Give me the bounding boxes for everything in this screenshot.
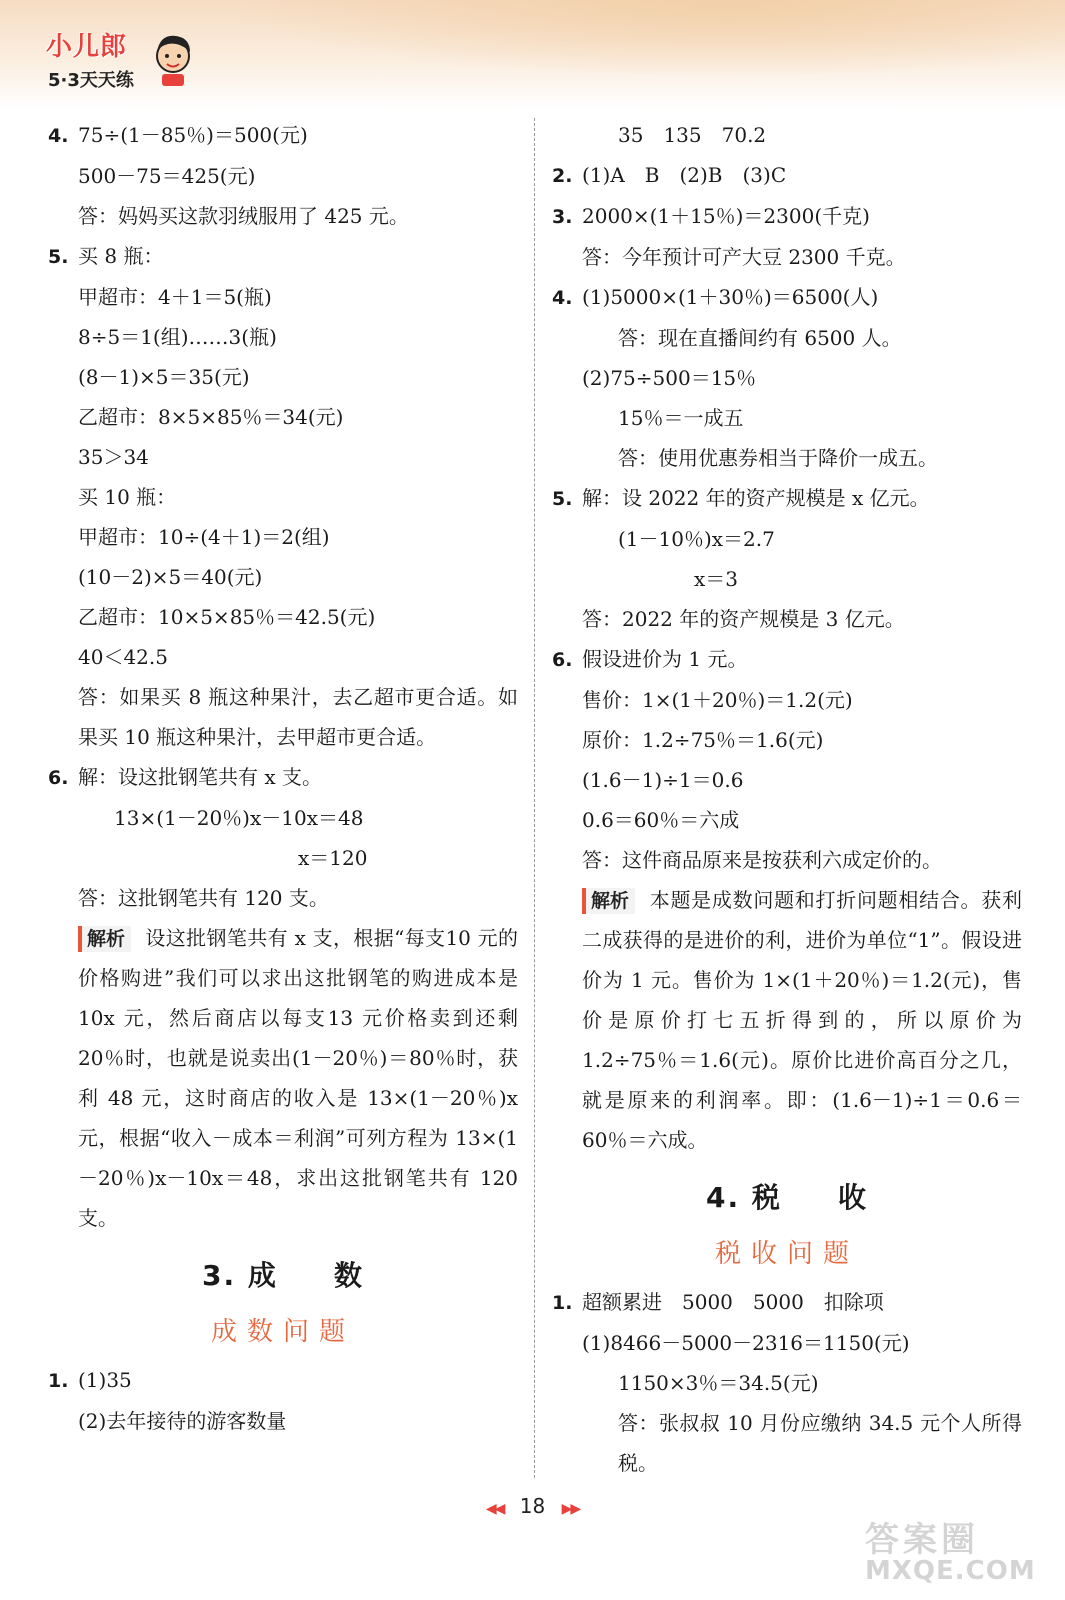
answer-line: 买 8 瓶： [78,244,164,268]
section-subtitle: 税收问题 [714,1239,859,1269]
watermark [865,1512,1035,1592]
analysis-text: 本题是成数问题和打折问题相结合。获利二成获得的是进价的利，进价为单位“1”。假设进价为 1 元。售价为 1×(1＋20％)＝1.2(元)，售价是原价打七五折得到的，所以原价为 1.2÷75％＝1.6(元)。原价比进价高百分之几，就是原来的利润率。即：(1.6－1)÷1＝0.6＝60％＝六成。 [582,888,1022,1152]
answer-line: 解：设 2022 年的资产规模是 x 亿元。 [582,486,930,510]
question-6 [48,757,518,798]
answer-line: (2)75÷500＝15％ [582,366,757,390]
answer-line: 乙超市：10×5×85％＝42.5(元) [78,605,376,629]
question-number: 1. [552,1292,573,1314]
question-6 [552,639,1022,680]
answer-line: 2000×(1＋15％)＝2300(千克) [582,204,870,228]
answer-line: (1)A B (2)B (3)C [582,163,787,187]
answer-line: (1.6－1)÷1＝0.6 [582,768,744,792]
question-1 [552,1282,1022,1323]
analysis-text: 设这批钢笔共有 x 支，根据“每支10 元的价格购进”我们可以求出这批钢笔的购进成本是 10x 元，然后商店以每支13 元价格卖到还剩 20％时，也就是说卖出(1－20％)＝80％时，获利 48 元，这时商店的收入是 13×(1－20％)x 元，根据“收入－成本＝利润”可列方程为 13×(1－20％)x－10x＝48，求出这批钢笔共有 120 支。 [78,926,518,1230]
question-1 [48,1360,518,1401]
question-5 [48,236,518,277]
answer-line: 40＜42.5 [78,645,168,669]
section-subtitle: 成数问题 [210,1317,355,1347]
question-number: 6. [48,767,69,789]
analysis-tag: 解析 [78,926,131,952]
answer-line: 甲超市：4＋1＝5(瓶) [78,285,272,309]
answer-line: 答：这批钢笔共有 120 支。 [78,886,329,910]
mascot-icon [150,30,196,88]
equation-line: 13×(1－20％)x－10x＝48 [114,806,364,830]
question-number: 5. [552,488,573,510]
section-title: 3. 成 数 [202,1259,364,1292]
question-number: 2. [552,165,573,187]
answer-line: 35＞34 [78,445,149,469]
question-number: 4. [48,125,69,147]
analysis-block [48,918,518,1238]
answer-line: (1)35 [78,1368,132,1392]
question-number: 1. [48,1370,69,1392]
answer-line: (2)去年接待的游客数量 [78,1409,287,1433]
question-5 [552,478,1022,519]
question-number: 3. [552,206,573,228]
answer-line: 75÷(1－85％)＝500(元) [78,123,308,147]
answer-line: 甲超市：10÷(4＋1)＝2(组) [78,525,330,549]
answer-line: 答：现在直播间约有 6500 人。 [618,326,902,350]
answer-line: 0.6＝60％＝六成 [582,808,740,832]
column-divider [534,118,535,1478]
left-column [48,115,518,1441]
answer-line: (1)5000×(1＋30％)＝6500(人) [582,285,879,309]
question-number: 5. [48,246,69,268]
question-number: 6. [552,649,573,671]
equation-line: x＝3 [694,567,739,591]
answer-line: 35 135 70.2 [618,123,767,147]
answer-line: 乙超市：8×5×85％＝34(元) [78,405,344,429]
watermark-title: 答案圈 [865,1520,979,1560]
next-page-arrow-icon: ▶▶ [561,1501,580,1517]
answer-line: (10－2)×5＝40(元) [78,565,263,589]
answer-line: 答：2022 年的资产规模是 3 亿元。 [582,607,905,631]
page-number: 18 [519,1494,546,1518]
answer-line: 买 10 瓶： [78,485,177,509]
question-number: 4. [552,287,573,309]
answer-line: 假设进价为 1 元。 [582,647,748,671]
answer-line: 答：这件商品原来是按获利六成定价的。 [582,848,942,872]
prev-page-arrow-icon: ◀◀ [485,1501,504,1517]
answer-line: 答：使用优惠券相当于降价一成五。 [618,446,938,470]
answer-paragraph: 答：如果买 8 瓶这种果汁，去乙超市更合适。如果买 10 瓶这种果汁，去甲超市更合适。 [78,685,518,749]
logo-subtitle: 5·3天天练 [48,70,134,91]
answer-line: (8－1)×5＝35(元) [78,365,250,389]
watermark-url: MXQE.COM [865,1556,1036,1586]
analysis-tag: 解析 [582,888,635,914]
answer-paragraph: 答：张叔叔 10 月份应缴纳 34.5 元个人所得税。 [618,1411,1022,1475]
analysis-block [552,880,1022,1160]
question-3 [552,196,1022,237]
answer-line: 答：今年预计可产大豆 2300 千克。 [582,245,906,269]
equation-line: x＝120 [298,846,368,870]
answer-line: (1)8466－5000－2316＝1150(元) [582,1331,910,1355]
section-title: 4. 税 收 [706,1181,868,1214]
logo-title: 小儿郎 [46,32,128,62]
answer-line: 解：设这批钢笔共有 x 支。 [78,765,322,789]
answer-line: 15％＝一成五 [618,406,744,430]
answer-line: 答：妈妈买这款羽绒服用了 425 元。 [78,204,409,228]
equation-line: (1－10％)x＝2.7 [618,527,775,551]
answer-line: 超额累进 5000 5000 扣除项 [582,1290,884,1314]
right-column [552,115,1022,1483]
answer-line: 500－75＝425(元) [78,164,256,188]
question-2 [552,155,1022,196]
question-4 [552,277,1022,318]
answer-line: 1150×3％＝34.5(元) [618,1371,819,1395]
question-4 [48,115,518,156]
answer-line: 原价：1.2÷75％＝1.6(元) [582,728,824,752]
answer-line: 8÷5＝1(组)……3(瓶) [78,325,277,349]
answer-line: 售价：1×(1＋20％)＝1.2(元) [582,688,853,712]
